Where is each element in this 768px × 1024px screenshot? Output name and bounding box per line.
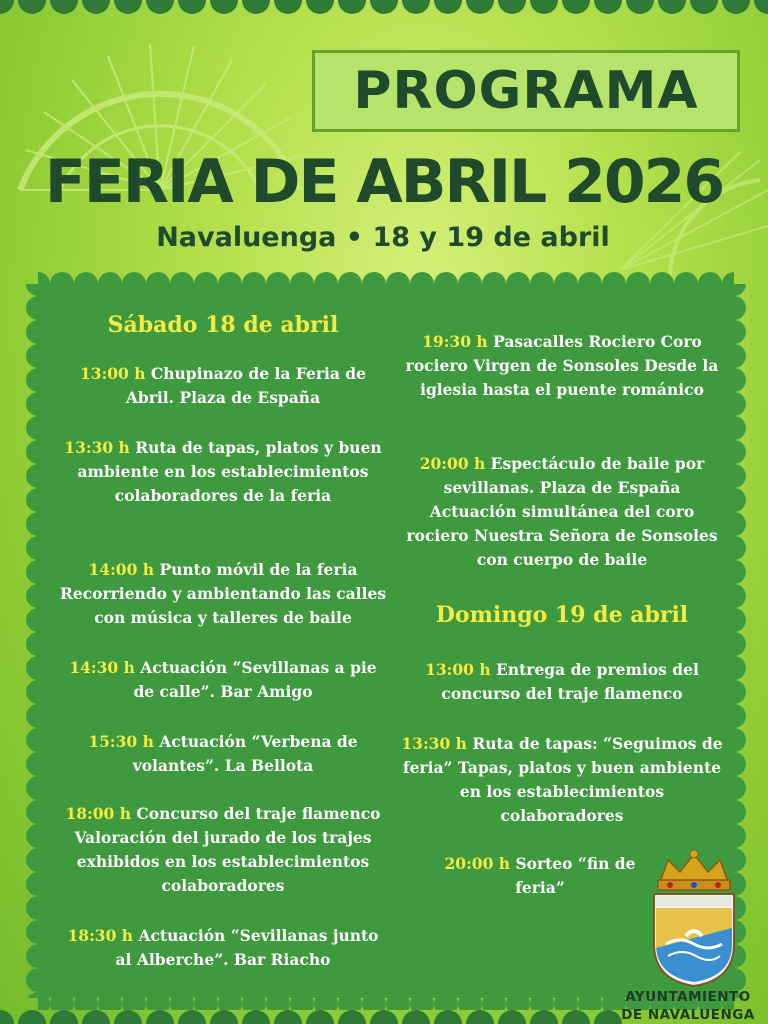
event-description: Concurso del traje flamenco Valoración del jurado de los trajes exhibidos en los establecimientos colaboradores [74,804,381,895]
event-time: 19:30 h [422,332,488,351]
program-panel [26,272,746,1010]
schedule-item [58,924,388,972]
schedule-item [400,330,724,402]
schedule-item [58,656,388,704]
event-time: 18:30 h [67,926,134,945]
programa-banner [312,50,740,132]
event-description: Punto móvil de la feria Recorriendo y ambientando las calles con música y talleres de baile [59,560,387,627]
schedule-item [58,730,388,778]
event-time: 14:30 h [69,658,135,677]
event-time: 13:00 h [79,364,146,383]
event-time: 14:00 h [88,560,155,579]
schedule-item [58,558,388,630]
coat-of-arms-icon [646,848,742,988]
event-time: 13:00 h [425,660,491,679]
event-description: Ruta de tapas, platos y buen ambiente en los establecimientos colaboradores de la feria [77,438,382,505]
schedule-item [400,658,724,706]
event-description: Espectáculo de baile por sevillanas. Plaza de España Actuación simultánea del coro rociero Nuestra Señora de Sonsoles con cuerpo de baile [406,454,718,569]
top-scallop-border [0,0,768,18]
schedule-item [58,362,388,410]
event-time: 13:30 h [401,734,467,753]
town-hall-line-2: DE NAVALUENGA [621,1007,755,1023]
saturday-heading: Sábado 18 de abril [107,312,339,338]
event-time: 15:30 h [88,732,154,751]
schedule-item [400,732,724,828]
sunday-heading: Domingo 19 de abril [435,602,689,628]
event-time: 20:00 h [444,854,511,873]
event-time: 20:00 h [419,454,486,473]
event-description: Actuación “Sevillanas a pie de calle”. Bar Amigo [133,658,377,701]
schedule-item [58,802,388,898]
event-time: 18:00 h [65,804,131,823]
event-description: Actuación “Sevillanas junto al Alberche”. Bar Riacho [115,926,379,969]
event-description: Ruta de tapas: “Seguimos de feria” Tapas, platos y buen ambiente en los establecimientos colaboradores [402,734,723,825]
event-description: Entrega de premios del concurso del traje flamenco [441,660,699,703]
schedule-item [58,436,388,508]
programa-label: PROGRAMA [353,61,699,121]
feria-title: FERIA DE ABRIL 2026 [44,147,724,217]
town-hall-line-1: AYUNTAMIENTO [625,989,751,1005]
event-description: Sorteo “fin de feria” [515,854,636,897]
event-time: 13:30 h [64,438,130,457]
event-description: Chupinazo de la Feria de Abril. Plaza de España [125,364,367,407]
event-description: Pasacalles Rociero Coro rociero Virgen de Sonsoles Desde la iglesia hasta el puente románico [405,332,719,399]
schedule-item [400,452,724,572]
schedule-item [440,852,640,900]
event-subtitle: Navaluenga • 18 y 19 de abril [156,222,610,253]
town-hall-credit [608,988,768,1024]
event-description: Actuación “Verbena de volantes”. La Bellota [132,732,358,775]
